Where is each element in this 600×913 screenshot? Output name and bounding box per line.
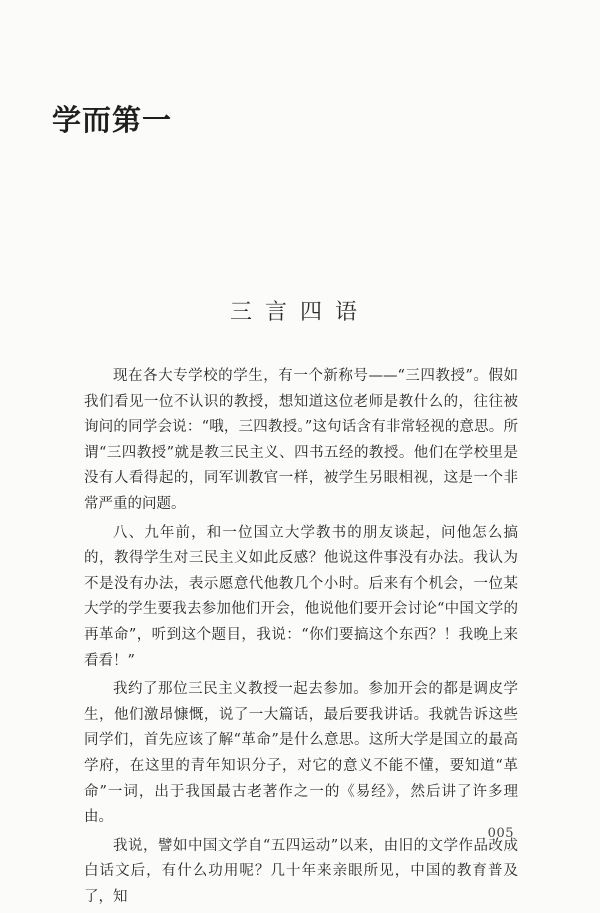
paragraph-1: 现在各大专学校的学生，有一个新称号——“三四教授”。假如我们看见一位不认识的教授，想知道这位老师是教什么的，往往被询问的同学会说：“哦，三四教授。”这句话含有非常轻视的意思。所谓“三四教授”就是教三民主义、四书五经的教授。他们在学校里是没有人看得起的，同军训教官一样，被学生另眼相视，这是一个非常严重的问题。 — [84, 368, 518, 512]
page-number: 005 — [487, 826, 514, 841]
paragraph-2: 八、九年前，和一位国立大学教书的朋友谈起，问他怎么搞的，教得学生对三民主义如此反感？他说这件事没有办法。我认为不是没有办法，表示愿意代他教几个小时。后来有个机会，一位某大学的学生要我去参加他们开会，他说他们要开会讨论“中国文学的再革命”，听到这个题目，我说：“你们要搞这个东西？！我晚上来看看！” — [84, 524, 518, 669]
paragraph-3: 我约了那位三民主义教授一起去参加。参加开会的都是调皮学生，他们激昂慷慨，说了一大篇话，最后要我讲话。我就告诉这些同学们，首先应该了解“革命”是什么意思。这所大学是国立的最高学府，在这里的青年知识分子，对它的意义不能不懂，要知道“革命”一词，出于我国最古老著作之一的《易经》，然后讲了许多理由。 — [84, 681, 518, 826]
body-text — [84, 364, 518, 913]
paragraph-4: 我说，譬如中国文学自“五四运动”以来，由旧的文学作品改成白话文后，有什么功用呢？几十年来亲眼所见，中国的教育普及了，知 — [84, 837, 518, 905]
section-title: 三言四语 — [229, 300, 370, 325]
chapter-title: 学而第一 — [52, 103, 173, 137]
